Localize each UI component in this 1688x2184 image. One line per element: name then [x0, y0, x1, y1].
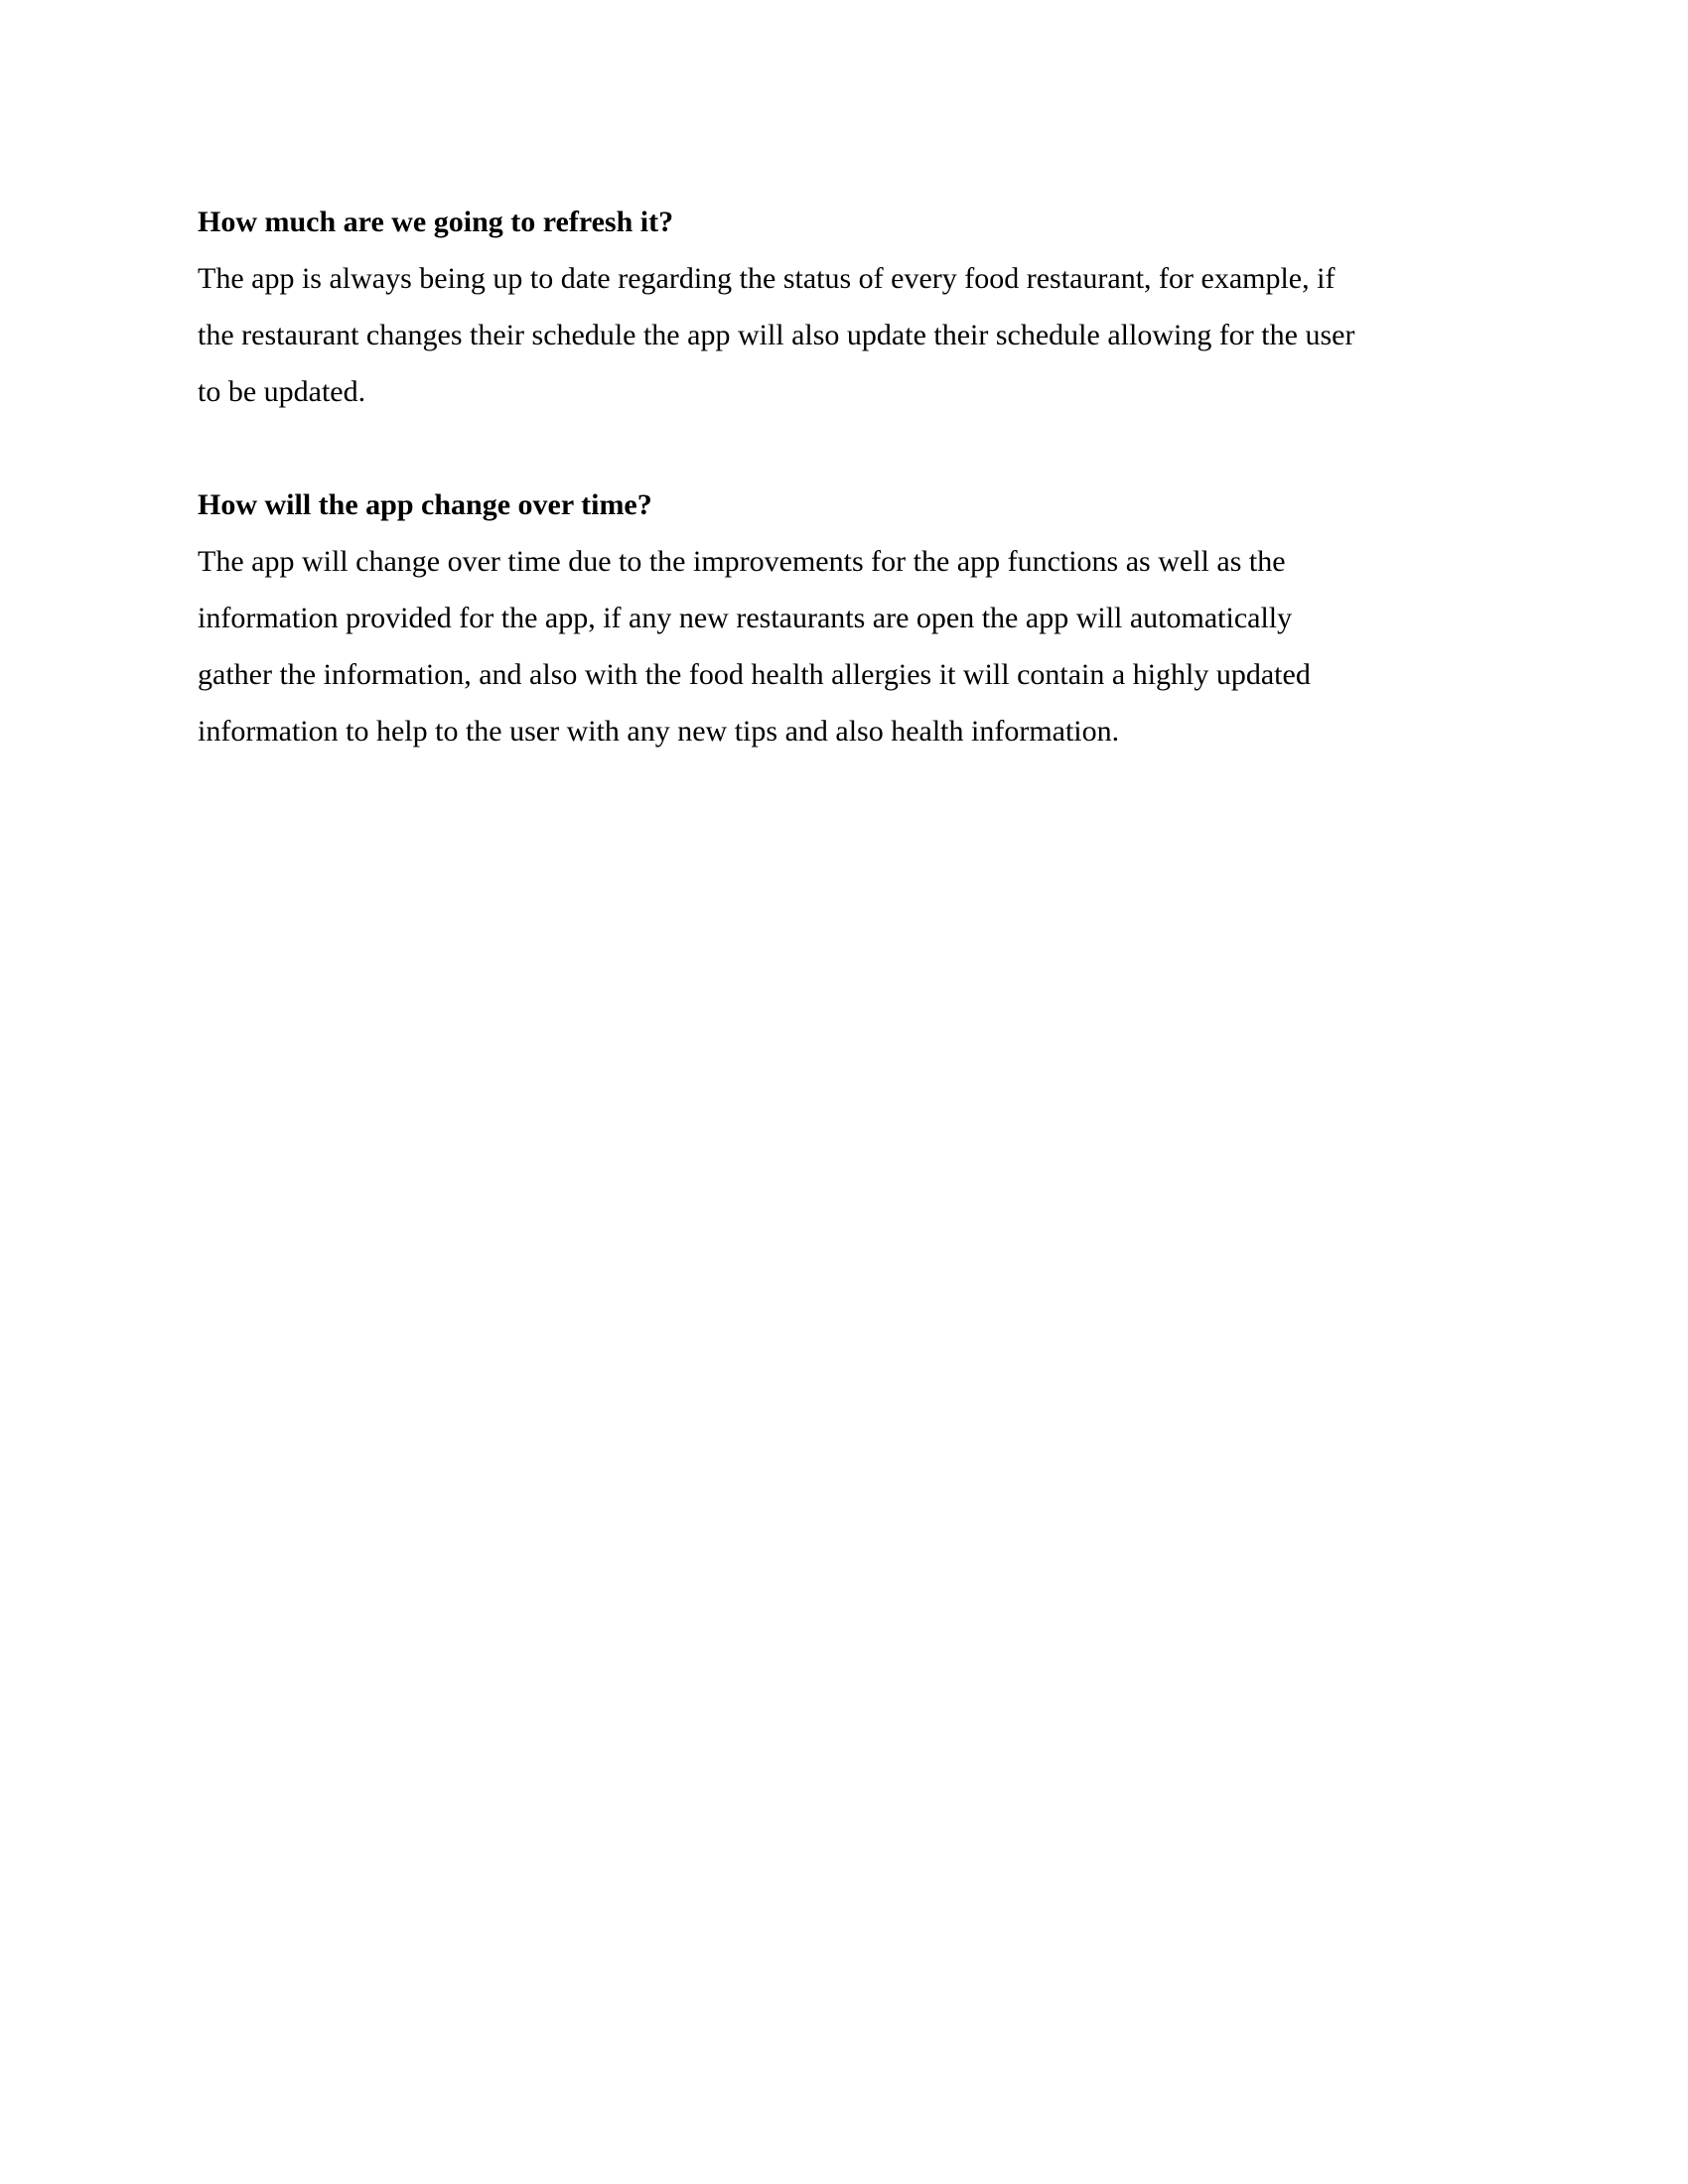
document-body — [198, 194, 1498, 816]
paragraph-line: The app will change over time due to the improvements for the app functions as well as the — [198, 545, 1286, 578]
paragraph-line: to be updated. — [198, 375, 366, 408]
section-heading: How much are we going to refresh it? — [198, 205, 674, 238]
paragraph-line: the restaurant changes their schedule the app will also update their schedule allowing for the user — [198, 319, 1355, 351]
section-refresh — [198, 194, 1498, 420]
paragraph-line: The app is always being up to date regarding the status of every food restaurant, for example, if — [198, 262, 1336, 295]
section-heading: How will the app change over time? — [198, 488, 652, 521]
paragraph-line: information provided for the app, if any new restaurants are open the app will automatically — [198, 602, 1293, 634]
paragraph-line: gather the information, and also with the food health allergies it will contain a highly updated — [198, 658, 1311, 691]
paragraph-line: information to help to the user with any new tips and also health information. — [198, 715, 1120, 748]
section-change-over-time — [198, 477, 1498, 759]
